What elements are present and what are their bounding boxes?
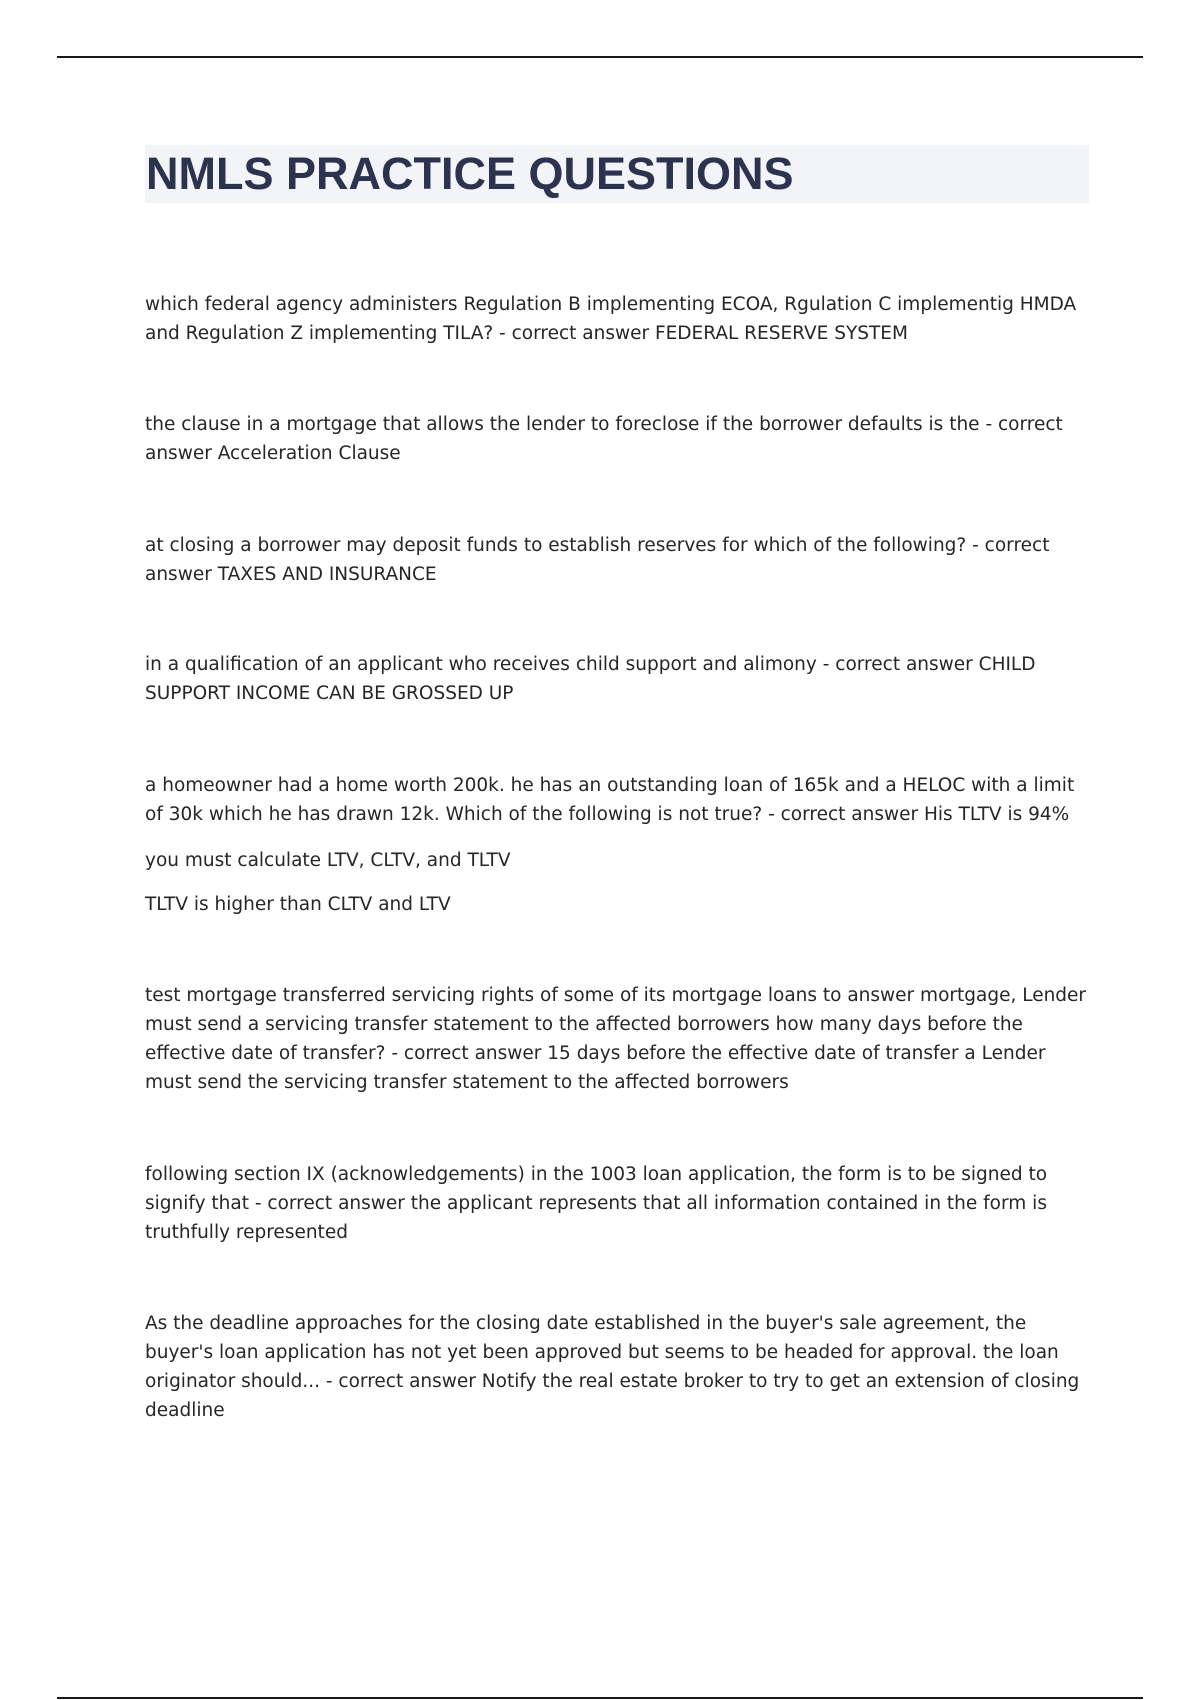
question-5: a homeowner had a home worth 200k. he has an outstanding loan of 165k and a HELOC with a limit of 30k which he has drawn 12k. Which of the following is not true? - correct answer His TLTV is 94% — [145, 775, 1075, 825]
question-6: test mortgage transferred servicing rights of some of its mortgage loans to answer mortgage, Lender must send a servicing transfer statement to the affected borrowers how many days before the effective date of transfer? - correct answer 15 days before the effective date of transfer a Lender must send the servicing transfer statement to the affected borrowers — [145, 985, 1087, 1093]
question-7: following section IX (acknowledgements) in the 1003 loan application, the form is to be signed to signify that - correct answer the applicant represents that all information contained in the form is truthfully represented — [145, 1164, 1048, 1243]
question-3: at closing a borrower may deposit funds to establish reserves for which of the following? - correct answer TAXES AND INSURANCE — [145, 535, 1050, 585]
page-title: NMLS PRACTICE QUESTIONS — [146, 148, 794, 199]
question-5-note-2: TLTV is higher than CLTV and LTV — [145, 894, 451, 915]
question-8: As the deadline approaches for the closing date established in the buyer's sale agreement, the buyer's loan application has not yet been approved but seems to be headed for approval. the loan originator should... - correct answer Notify the real estate broker to try to get an extension of closing deadline — [145, 1313, 1080, 1421]
question-1: which federal agency administers Regulation B implementing ECOA, Rgulation C implementig HMDA and Regulation Z implementing TILA? - correct answer FEDERAL RESERVE SYSTEM — [145, 294, 1077, 344]
question-5-note-1: you must calculate LTV, CLTV, and TLTV — [145, 850, 511, 871]
bottom-rule — [57, 1697, 1143, 1699]
question-2: the clause in a mortgage that allows the lender to foreclose if the borrower defaults is the - correct answer Acceleration Clause — [145, 414, 1063, 464]
top-rule — [57, 56, 1143, 58]
question-4: in a qualification of an applicant who receives child support and alimony - correct answer CHILD SUPPORT INCOME CAN BE GROSSED UP — [145, 654, 1036, 704]
